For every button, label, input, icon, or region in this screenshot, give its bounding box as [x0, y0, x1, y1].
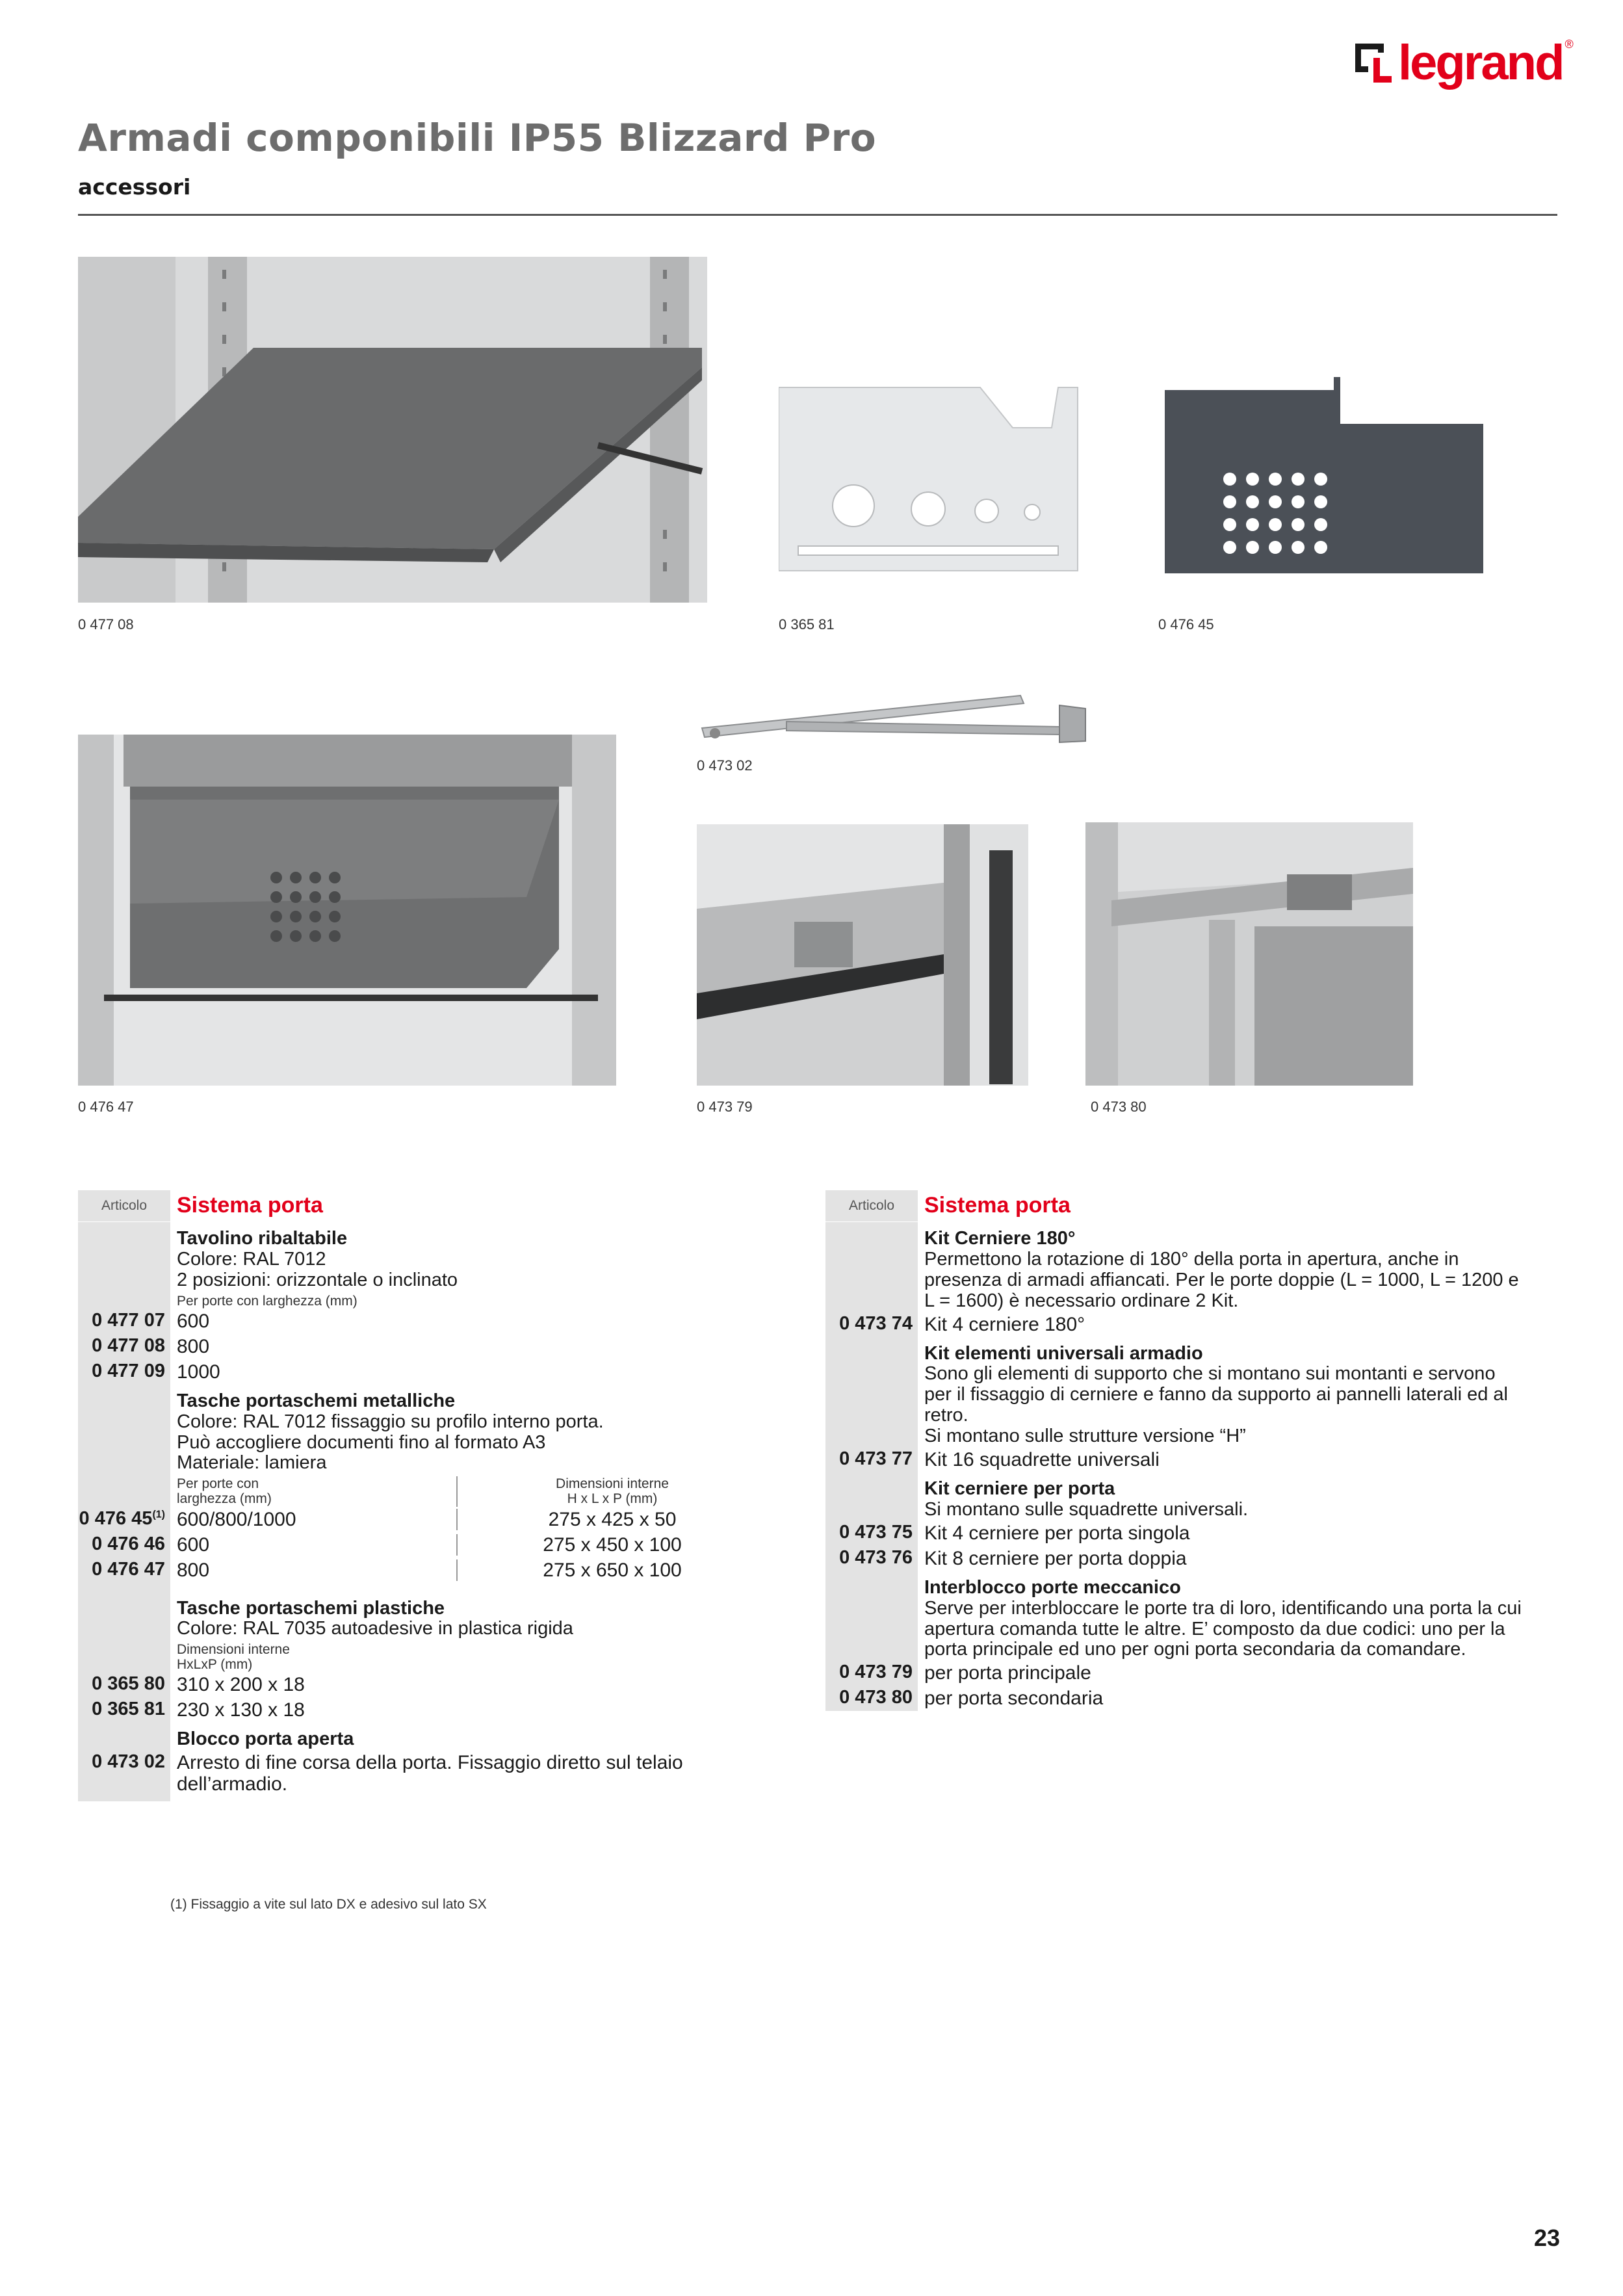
article-value: per porta principale — [924, 1662, 1091, 1684]
product-photo-door-stop — [695, 670, 1092, 754]
article-code: 0 473 79 — [825, 1660, 918, 1686]
product-photo-interlock-main — [697, 824, 1028, 1086]
product-title: Kit cerniere per porta — [924, 1478, 1115, 1500]
article-value: 800 — [177, 1335, 210, 1357]
product-title: Tasche portaschemi metalliche — [177, 1390, 456, 1411]
product-photo-interlock-secondary — [1085, 822, 1413, 1086]
product-desc: Sono gli elementi di supporto che si montano sui montanti e servono per il fissaggio di cerniere e fanno da supporto ai pannelli laterali ed al retro. — [924, 1363, 1508, 1426]
product-title: Kit Cerniere 180° — [924, 1228, 1076, 1249]
article-code: 0 476 45$^{(1)}$ — [78, 1507, 170, 1532]
article-code: 0 473 75 — [825, 1520, 918, 1546]
article-width: 600 — [177, 1533, 210, 1556]
brand-logo — [1355, 34, 1574, 92]
section-title: Sistema porta — [177, 1193, 323, 1218]
table-row — [78, 1750, 767, 1801]
column-headers: Per porte con larghezza (mm) Dimensioni interne H x L x P (mm) — [177, 1474, 767, 1506]
photo-caption: 0 477 08 — [78, 616, 134, 633]
table-row — [825, 1686, 1527, 1711]
registered-mark: ® — [1565, 38, 1574, 51]
article-code: 0 476 46 — [78, 1532, 170, 1558]
table-row — [78, 1359, 767, 1385]
table-header — [825, 1190, 1527, 1222]
footnote: (1) Fissaggio a vite sul lato DX e adesivo sul lato SX — [170, 1897, 487, 1912]
product-desc: Permettono la rotazione di 180° della porta in apertura, anche in presenza di armadi affiancati. Per le porte doppie (L = 1000, L = 1200 e L = 1600) è necessario ordinare 2 Kit. — [924, 1248, 1519, 1311]
photo-caption: 0 476 47 — [78, 1099, 134, 1115]
article-code: 0 473 77 — [825, 1447, 918, 1472]
product-title: Tasche portaschemi plastiche — [177, 1597, 445, 1619]
article-value: Kit 4 cerniere per porta singola — [924, 1522, 1190, 1544]
product-title: Blocco porta aperta — [177, 1729, 354, 1750]
article-value: per porta secondaria — [924, 1688, 1104, 1710]
product-photo-shelf — [78, 257, 707, 603]
article-code: 0 473 02 — [78, 1750, 170, 1801]
product-desc: 2 posizioni: orizzontale o inclinato — [177, 1269, 458, 1290]
column-note: Dimensioni interne — [177, 1642, 290, 1658]
article-code: 0 473 76 — [825, 1546, 918, 1571]
article-dimensions: 275 x 425 x 50 — [456, 1509, 767, 1530]
article-code: 0 473 80 — [825, 1686, 918, 1711]
column-note: HxLxP (mm) — [177, 1657, 253, 1673]
page-number: 23 — [1534, 2224, 1561, 2251]
article-code: 0 365 81 — [78, 1697, 170, 1723]
article-dimensions: 275 x 450 x 100 — [456, 1534, 767, 1556]
table-row — [78, 1385, 767, 1507]
article-dimensions: 275 x 650 x 100 — [456, 1559, 767, 1581]
photo-caption: 0 365 81 — [779, 616, 835, 633]
header-divider — [78, 214, 1557, 216]
table-row — [78, 1532, 767, 1558]
section-title: Sistema porta — [924, 1193, 1071, 1218]
table-row — [78, 1507, 767, 1532]
product-desc: Colore: RAL 7012 fissaggio su profilo interno porta. — [177, 1411, 604, 1432]
article-value: 310 x 200 x 18 — [177, 1674, 305, 1696]
product-desc: Colore: RAL 7035 autoadesive in plastica rigida — [177, 1618, 573, 1639]
article-code: 0 477 08 — [78, 1334, 170, 1359]
article-code: 0 365 80 — [78, 1672, 170, 1697]
photo-caption: 0 476 45 — [1158, 616, 1214, 633]
page-title: Armadi componibili IP55 Blizzard Pro — [78, 116, 877, 160]
header-articolo: Articolo — [825, 1190, 918, 1221]
brand-name: legrand — [1398, 35, 1563, 90]
photo-caption: 0 473 02 — [697, 757, 753, 774]
product-photo-plastic-pocket — [779, 376, 1091, 577]
article-width: 600/800/1000 — [177, 1508, 296, 1530]
table-row — [78, 1583, 767, 1673]
table-row — [825, 1312, 1527, 1337]
article-code: 0 477 09 — [78, 1359, 170, 1385]
table-row — [825, 1337, 1527, 1447]
article-code: 0 477 07 — [78, 1309, 170, 1334]
table-row — [78, 1672, 767, 1697]
table-row — [78, 1309, 767, 1334]
product-title: Interblocco porte meccanico — [924, 1576, 1181, 1598]
table-row — [78, 1334, 767, 1359]
table-row — [825, 1447, 1527, 1472]
product-desc: Serve per interbloccare le porte tra di loro, identificando una porta la cui apertura comanda tutte le altre. E’ composto da due codici: uno per la porta principale ed uno per ogni porta secondaria da comandare. — [924, 1597, 1522, 1660]
article-value: Arresto di fine corsa della porta. Fissaggio diretto sul telaio dell’armadio. — [177, 1752, 683, 1795]
table-row — [825, 1222, 1527, 1312]
article-value: 1000 — [177, 1361, 220, 1383]
table-row — [78, 1697, 767, 1723]
product-photo-door-pocket — [78, 735, 616, 1086]
right-article-table — [825, 1190, 1527, 1711]
table-row — [825, 1571, 1527, 1661]
product-title: Kit elementi universali armadio — [924, 1342, 1203, 1364]
article-value: 230 x 130 x 18 — [177, 1699, 305, 1721]
photo-caption: 0 473 79 — [697, 1099, 753, 1115]
product-title: Tavolino ribaltabile — [177, 1228, 348, 1249]
photo-caption: 0 473 80 — [1091, 1099, 1147, 1115]
article-value: Kit 16 squadrette universali — [924, 1449, 1160, 1471]
product-desc: Può accogliere documenti fino al formato A3 — [177, 1431, 546, 1453]
table-row — [825, 1660, 1527, 1686]
table-row — [78, 1723, 767, 1750]
table-row — [78, 1558, 767, 1583]
product-desc: Si montano sulle strutture versione “H” — [924, 1426, 1246, 1447]
table-row — [78, 1222, 767, 1309]
table-row — [825, 1472, 1527, 1520]
product-desc: Colore: RAL 7012 — [177, 1248, 326, 1270]
article-value: Kit 8 cerniere per porta doppia — [924, 1547, 1187, 1569]
product-desc: Si montano sulle squadrette universali. — [924, 1498, 1249, 1520]
header-articolo: Articolo — [78, 1190, 170, 1221]
article-code: 0 476 47 — [78, 1558, 170, 1583]
article-width: 800 — [177, 1559, 210, 1581]
table-row — [825, 1520, 1527, 1546]
product-photo-metal-pocket — [1158, 372, 1490, 580]
column-note: Per porte con larghezza (mm) — [177, 1293, 357, 1309]
left-article-table — [78, 1190, 767, 1801]
legrand-logo-icon — [1355, 44, 1392, 83]
page-subtitle: accessori — [78, 174, 191, 200]
product-desc: Materiale: lamiera — [177, 1452, 327, 1474]
table-row — [825, 1546, 1527, 1571]
table-header — [78, 1190, 767, 1222]
article-value: Kit 4 cerniere 180° — [924, 1313, 1085, 1335]
article-value: 600 — [177, 1310, 210, 1332]
article-code: 0 473 74 — [825, 1312, 918, 1337]
